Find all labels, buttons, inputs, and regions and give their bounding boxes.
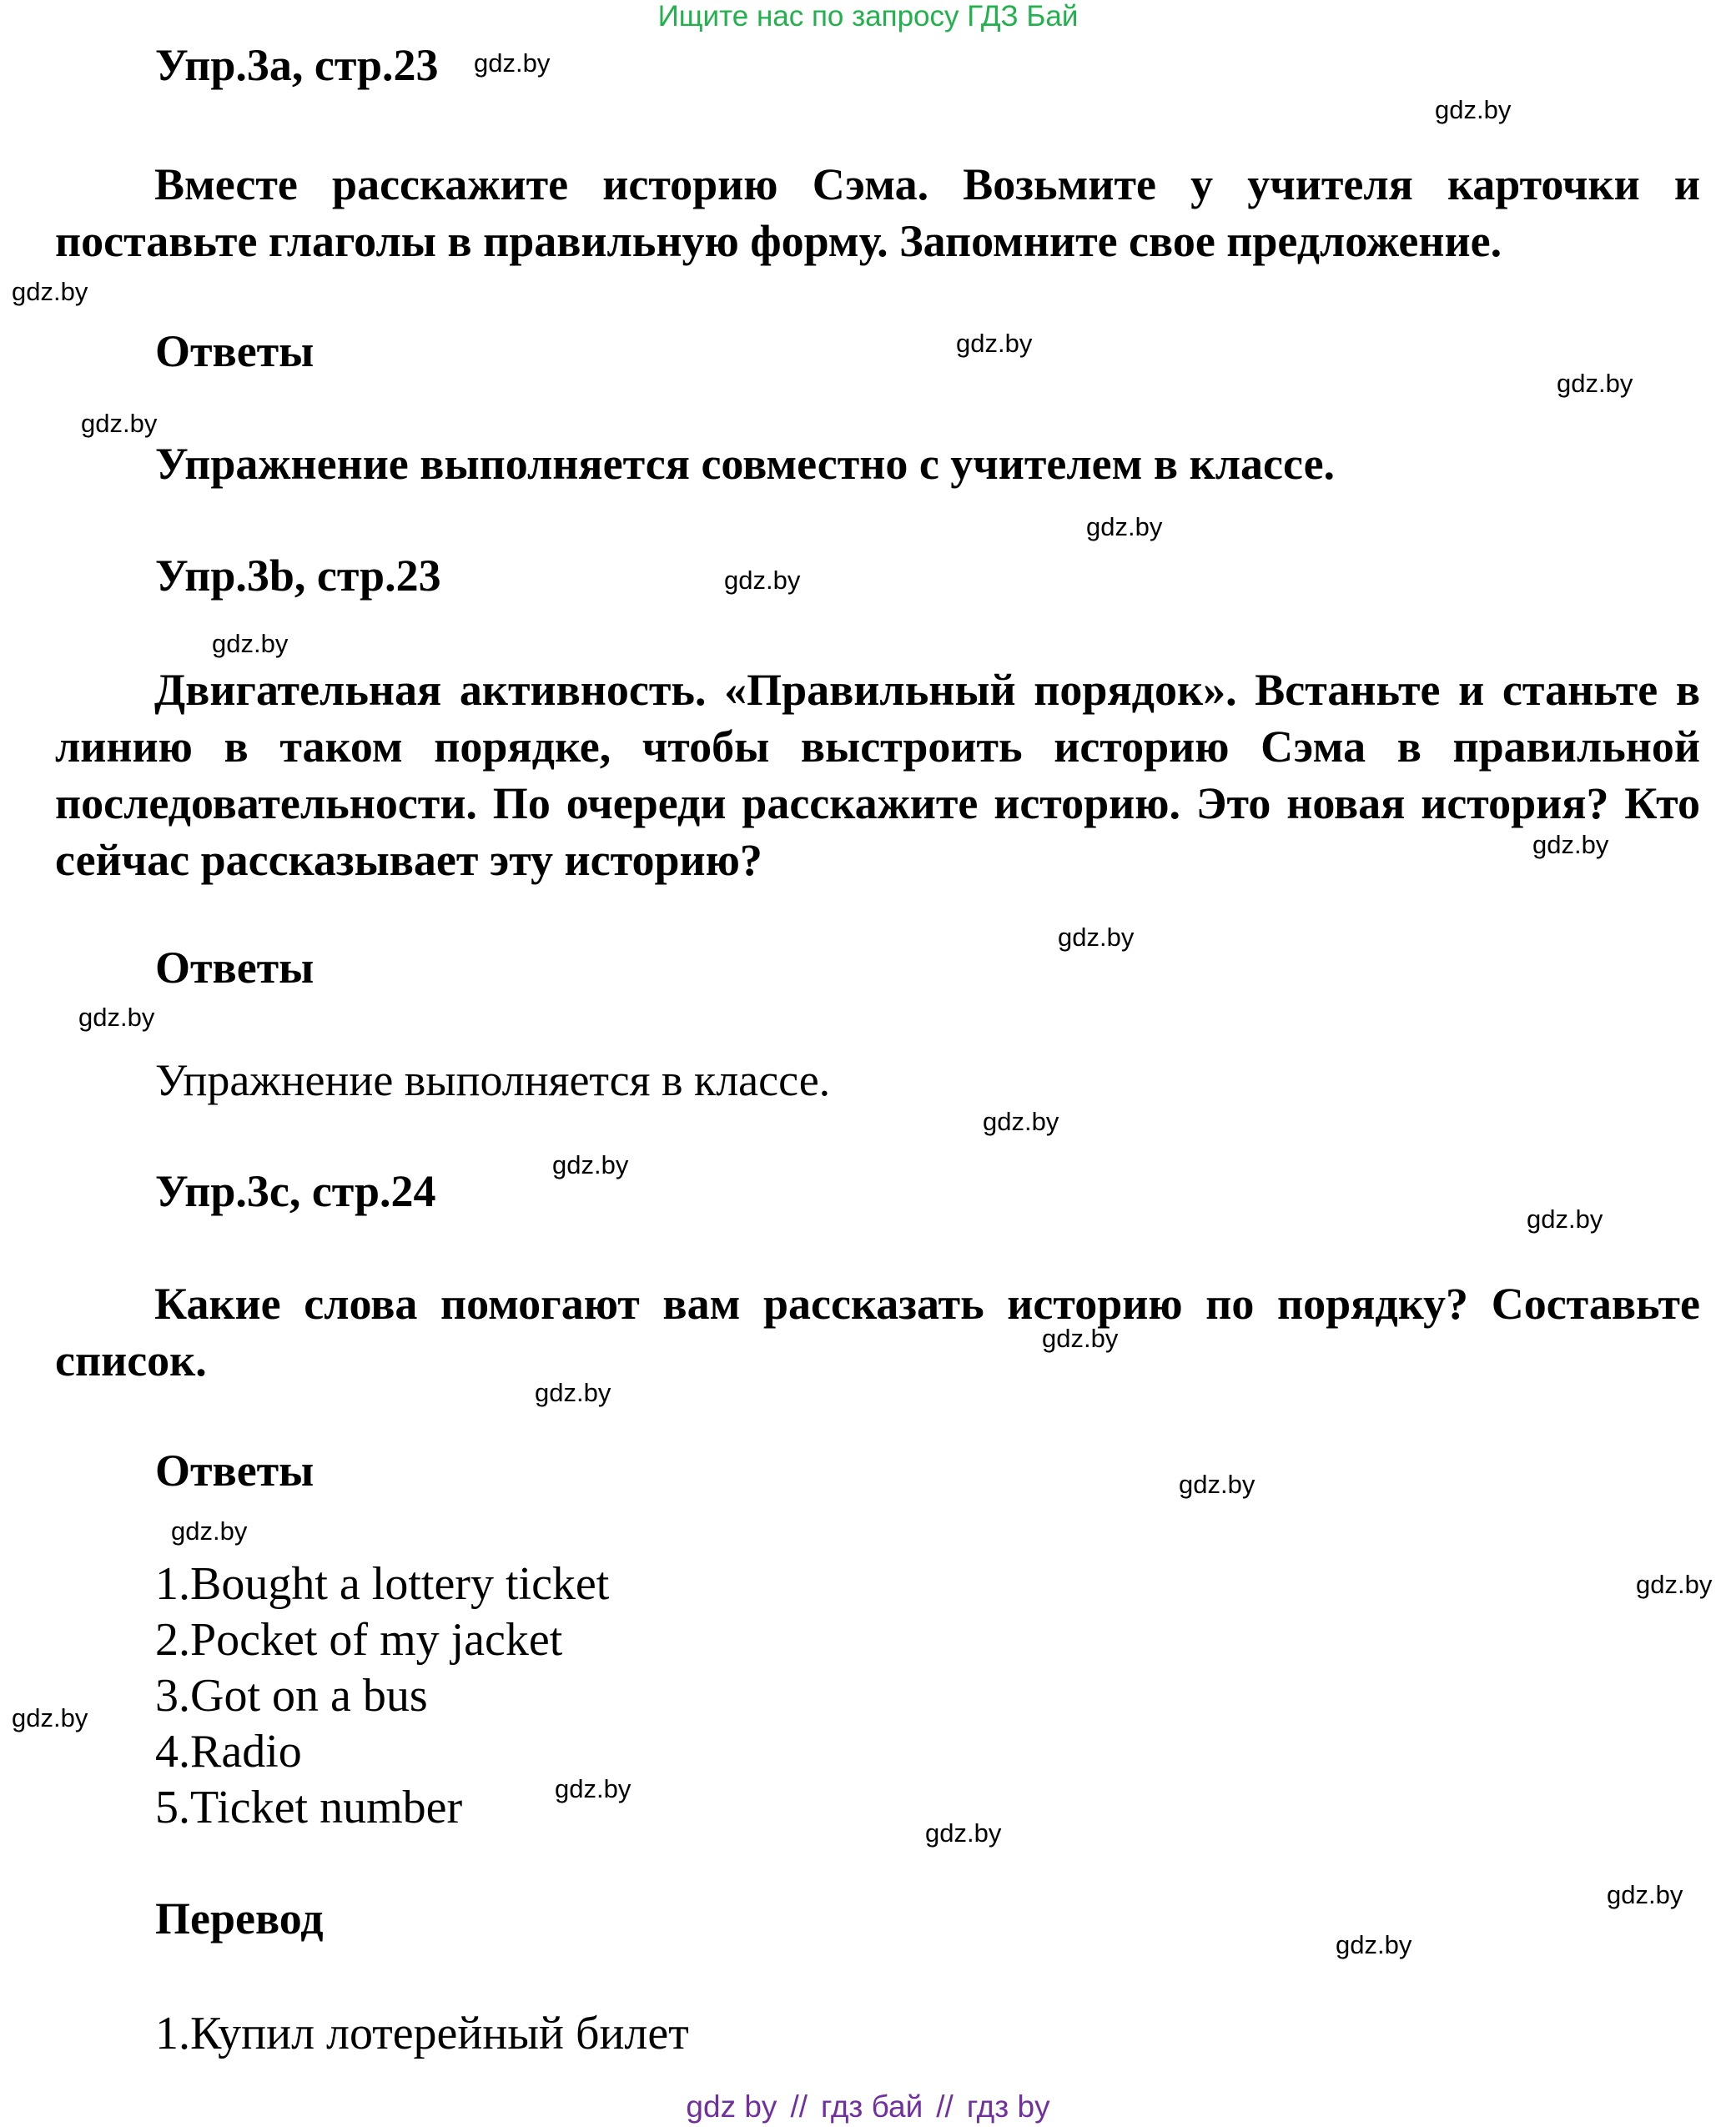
watermark: gdz.by	[1435, 95, 1512, 124]
translation-item: 1.Купил лотерейный билет	[155, 2008, 689, 2059]
watermark: gdz.by	[555, 1774, 632, 1803]
exercise-task-3c: Какие слова помогают вам рассказать историю по порядку? Составьте список.	[55, 1279, 1700, 1385]
exercise-task-3b: Двигательная активность. «Правильный порядок». Встаньте и станьте в линию в таком порядке, чтобы выстроить историю Сэма в правильной последовательности. По очереди расскажите историю. Это новая история? Кто сейчас рассказывает эту историю?	[55, 665, 1700, 885]
exercise-task-3a: Вместе расскажите историю Сэма. Возьмите у учителя карточки и поставьте глаголы в правильную форму. Запомните свое предложение.	[55, 159, 1700, 266]
watermark: gdz.by	[552, 1150, 629, 1179]
top-banner: Ищите нас по запросу ГДЗ Бай	[657, 0, 1079, 33]
watermark: gdz.by	[1607, 1880, 1683, 1909]
exercise-heading-3b: Упр.3b, стр.23	[155, 551, 441, 601]
answers-label-3a: Ответы	[155, 326, 314, 376]
answers-label-3b: Ответы	[155, 943, 314, 993]
watermark: gdz.by	[1179, 1470, 1255, 1499]
watermark: gdz.by	[1532, 830, 1609, 859]
watermark: gdz.by	[1557, 369, 1633, 398]
watermark: gdz.by	[1527, 1204, 1603, 1234]
footer	[0, 2090, 1736, 2124]
watermark: gdz.by	[212, 629, 289, 658]
watermark: gdz.by	[78, 1003, 155, 1032]
watermark: gdz.by	[1336, 1930, 1412, 1959]
exercise-heading-3a: Упр.3a, стр.23	[155, 40, 439, 90]
watermark: gdz.by	[474, 48, 551, 78]
watermark: gdz.by	[1042, 1324, 1119, 1353]
watermark: gdz.by	[81, 409, 158, 438]
watermark: gdz.by	[171, 1516, 248, 1546]
watermark: gdz.by	[12, 1703, 88, 1732]
list-item: 3.Got on a bus	[155, 1670, 428, 1722]
footer-part-3: гдз by	[966, 2089, 1050, 2124]
list-item: 2.Pocket of my jacket	[155, 1614, 563, 1666]
answer-text-3a: Упражнение выполняется совместно с учителем в классе.	[155, 439, 1336, 489]
list-item: 5.Ticket number	[155, 1782, 463, 1833]
watermark: gdz.by	[925, 1818, 1002, 1848]
watermark: gdz.by	[1086, 512, 1163, 541]
watermark: gdz.by	[983, 1107, 1059, 1136]
watermark: gdz.by	[535, 1378, 611, 1407]
footer-separator: //	[936, 2089, 954, 2124]
footer-part-2: гдз бай	[821, 2089, 923, 2124]
answer-text-3b: Упражнение выполняется в классе.	[155, 1055, 831, 1105]
answers-label-3c: Ответы	[155, 1446, 314, 1496]
watermark: gdz.by	[724, 566, 801, 595]
list-item: 1.Bought a lottery ticket	[155, 1558, 610, 1610]
watermark: gdz.by	[956, 329, 1033, 358]
exercise-heading-3c: Упр.3c, стр.24	[155, 1166, 436, 1216]
watermark: gdz.by	[1058, 923, 1135, 952]
translation-label: Перевод	[155, 1893, 324, 1943]
watermark: gdz.by	[1636, 1570, 1713, 1599]
footer-separator: //	[790, 2089, 808, 2124]
watermark: gdz.by	[12, 277, 88, 306]
list-item: 4.Radio	[155, 1726, 302, 1778]
footer-part-1: gdz by	[686, 2089, 777, 2124]
